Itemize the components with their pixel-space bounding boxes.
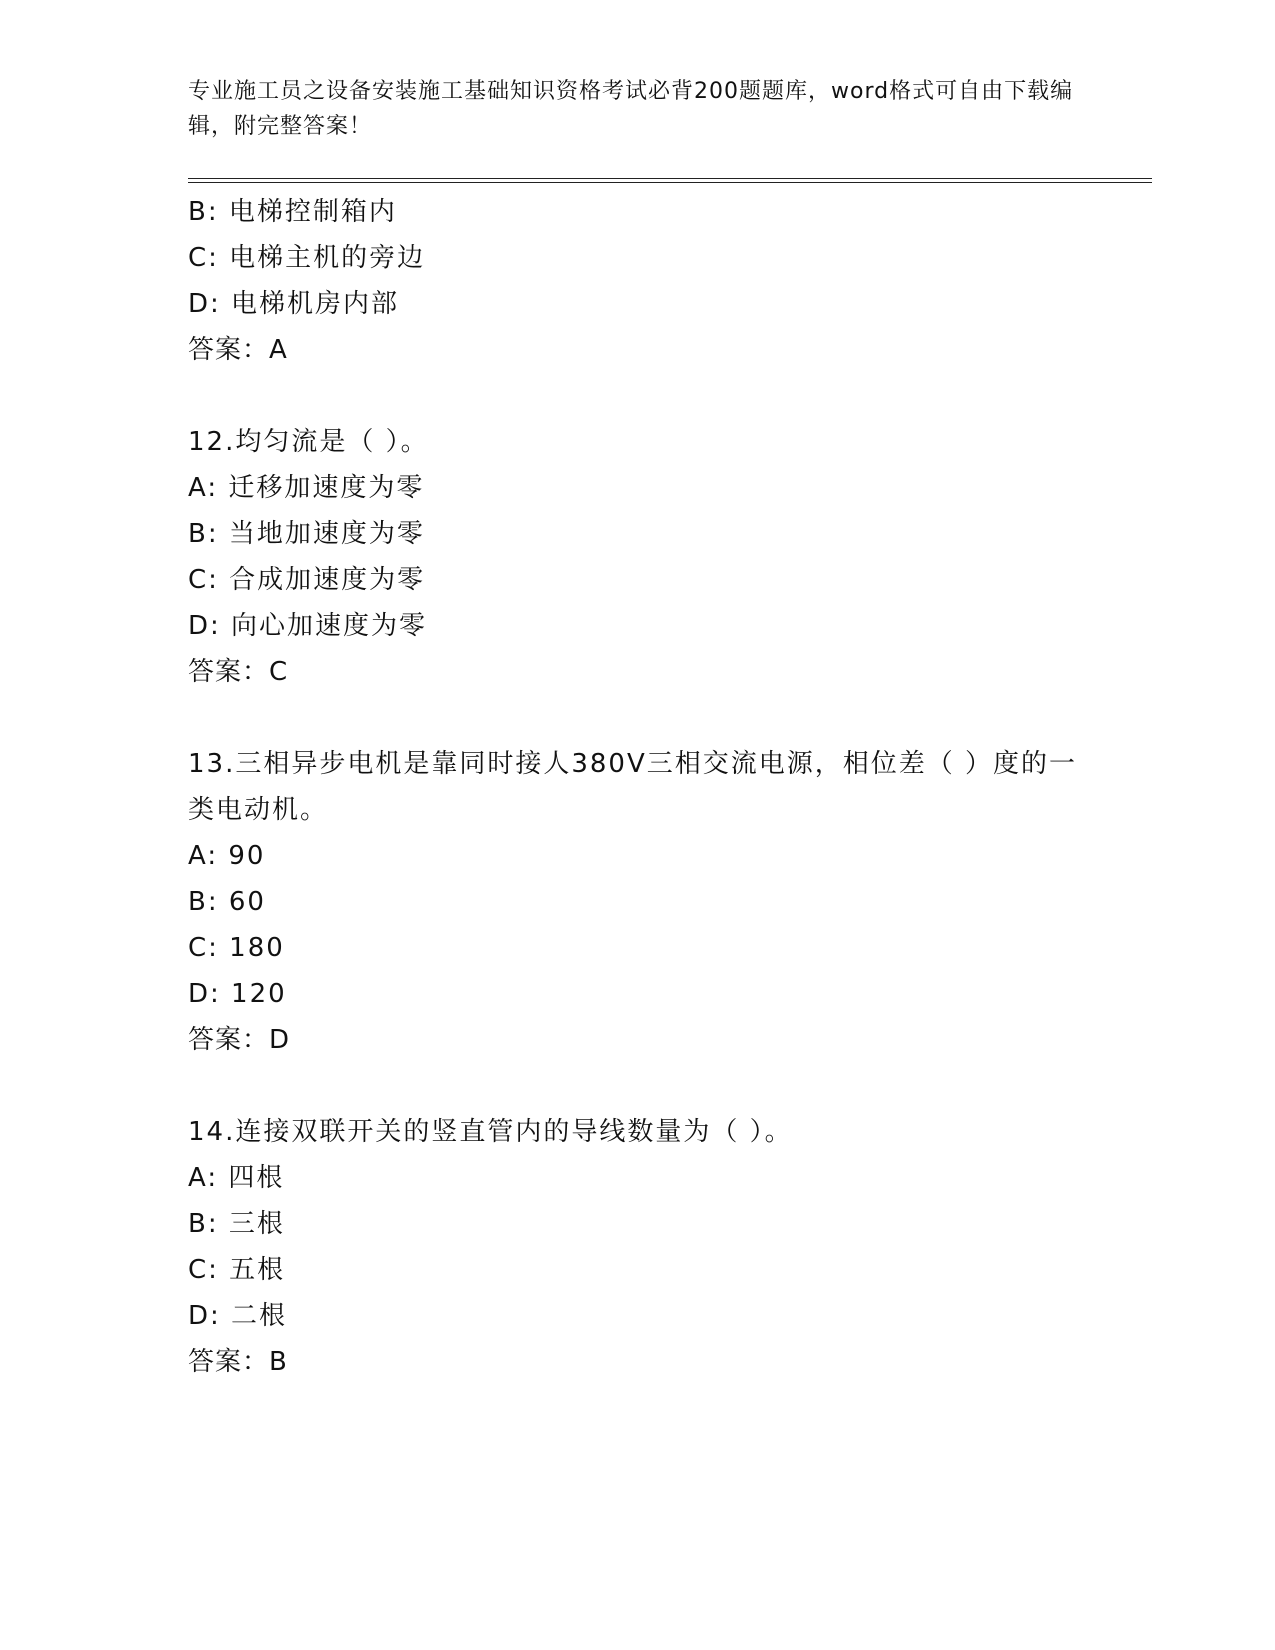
answer-line: 答案：C	[188, 657, 289, 687]
question-stem: 13.三相异步电机是靠同时接人380V三相交流电源，相位差（ ）度的一类电动机。	[188, 749, 1078, 825]
option-d: D: 电梯机房内部	[188, 289, 400, 319]
answer-line: 答案：A	[188, 335, 288, 365]
option-c: C: 合成加速度为零	[188, 565, 426, 595]
spacer	[188, 695, 1088, 741]
answer-line: 答案：D	[188, 1025, 291, 1055]
question-fragment	[188, 189, 1088, 373]
option-b: B: 60	[188, 887, 266, 917]
option-c: C: 180	[188, 933, 285, 963]
option-a: A: 90	[188, 841, 266, 871]
answer-line: 答案：B	[188, 1347, 288, 1377]
question-14	[188, 1109, 1088, 1385]
option-d: D: 向心加速度为零	[188, 611, 428, 641]
header-divider-bottom	[188, 182, 1152, 183]
option-b: B: 电梯控制箱内	[188, 197, 397, 227]
question-12	[188, 419, 1088, 695]
option-c: C: 五根	[188, 1255, 286, 1285]
option-d: D: 二根	[188, 1301, 288, 1331]
option-b: B: 三根	[188, 1209, 285, 1239]
option-d: D: 120	[188, 979, 287, 1009]
document-header: 专业施工员之设备安装施工基础知识资格考试必背200题题库，word格式可自由下载编辑，附完整答案！	[188, 79, 1074, 139]
question-stem: 12.均匀流是（ ）。	[188, 427, 429, 457]
question-stem: 14.连接双联开关的竖直管内的导线数量为（ ）。	[188, 1117, 793, 1147]
option-b: B: 当地加速度为零	[188, 519, 425, 549]
spacer	[188, 373, 1088, 419]
question-list	[188, 189, 1088, 1385]
question-13	[188, 741, 1088, 1063]
header-divider-top	[188, 178, 1152, 179]
option-a: A: 迁移加速度为零	[188, 473, 425, 503]
option-c: C: 电梯主机的旁边	[188, 243, 426, 273]
option-a: A: 四根	[188, 1163, 285, 1193]
spacer	[188, 1063, 1088, 1109]
